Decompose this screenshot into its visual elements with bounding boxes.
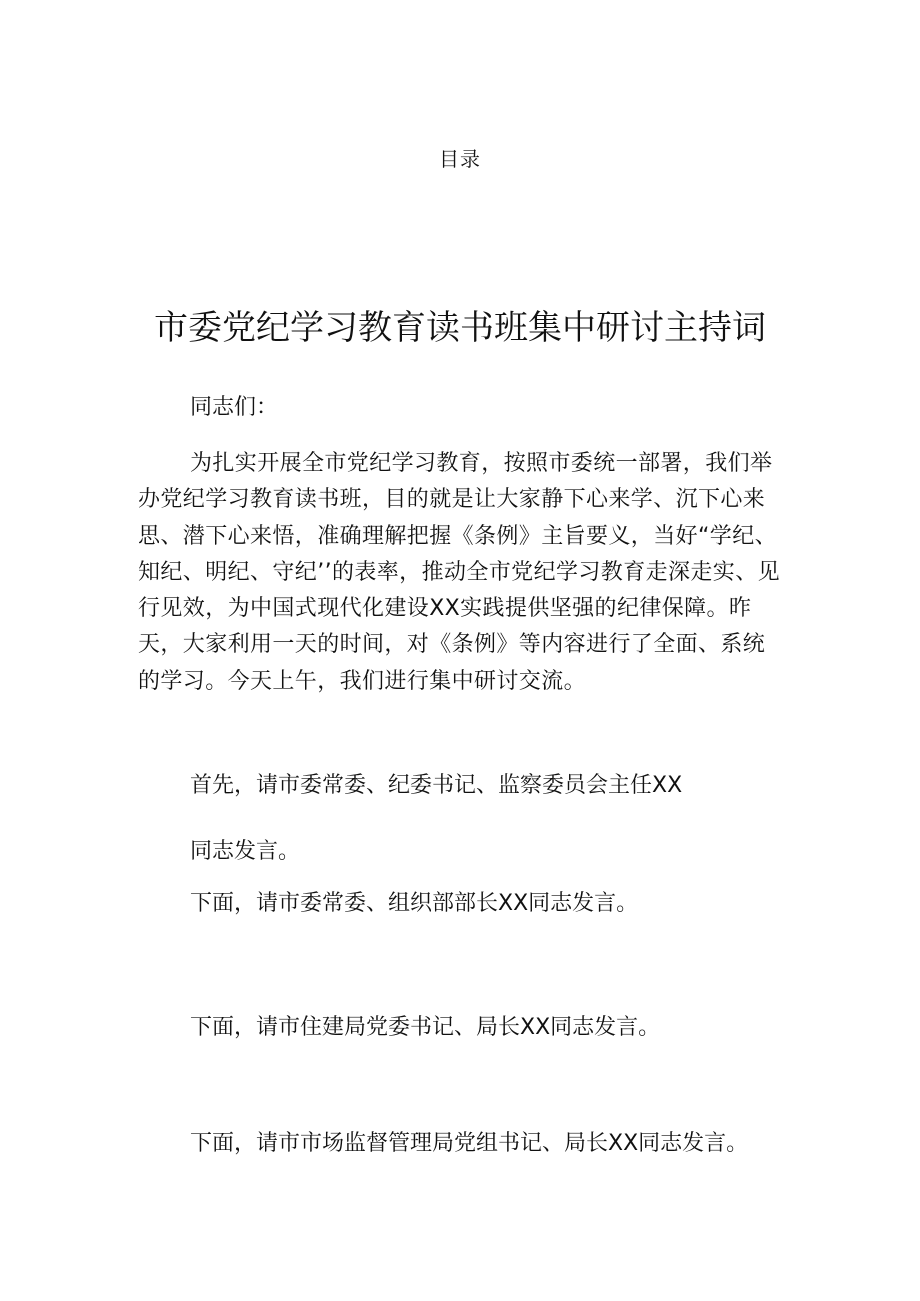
speaker-line-second: 下面，请市委常委、组织部部长XX同志发言。 [190, 891, 639, 916]
speaker-line-third: 下面，请市住建局党委书记、局长XX同志发言。 [190, 1015, 661, 1040]
main-title: 市委党纪学习教育读书班集中研讨主持词 [154, 308, 766, 348]
speaker-line-first-continued: 同志发言。 [190, 839, 301, 864]
speaker-line-fourth: 下面，请市市场监督管理局党组书记、局长XX同志发言。 [190, 1131, 749, 1156]
salutation: 同志们： [190, 395, 279, 420]
speaker-line-first: 首先，请市委常委、纪委书记、监察委员会主任XX [190, 773, 683, 798]
body-paragraph: 为扎实开展全市党纪学习教育，按照市委统一部署，我们举办党纪学习教育读书班，目的就是让大家静下心来学、沉下心来思、潜下心来悟，准确理解把握《条例》主旨要义，当好“学纪、知纪、明纪、守纪’’的表率，推动全市党纪学习教育走深走实、见行见效，为中国式现代化建设XX实践提供坚强的纪律保障。昨天，大家利用一天的时间，对《条例》等内容进行了全面、系统的学习。今天上午，我们进行集中研讨交流。 [138, 451, 780, 694]
toc-title: 目录 [439, 147, 481, 171]
